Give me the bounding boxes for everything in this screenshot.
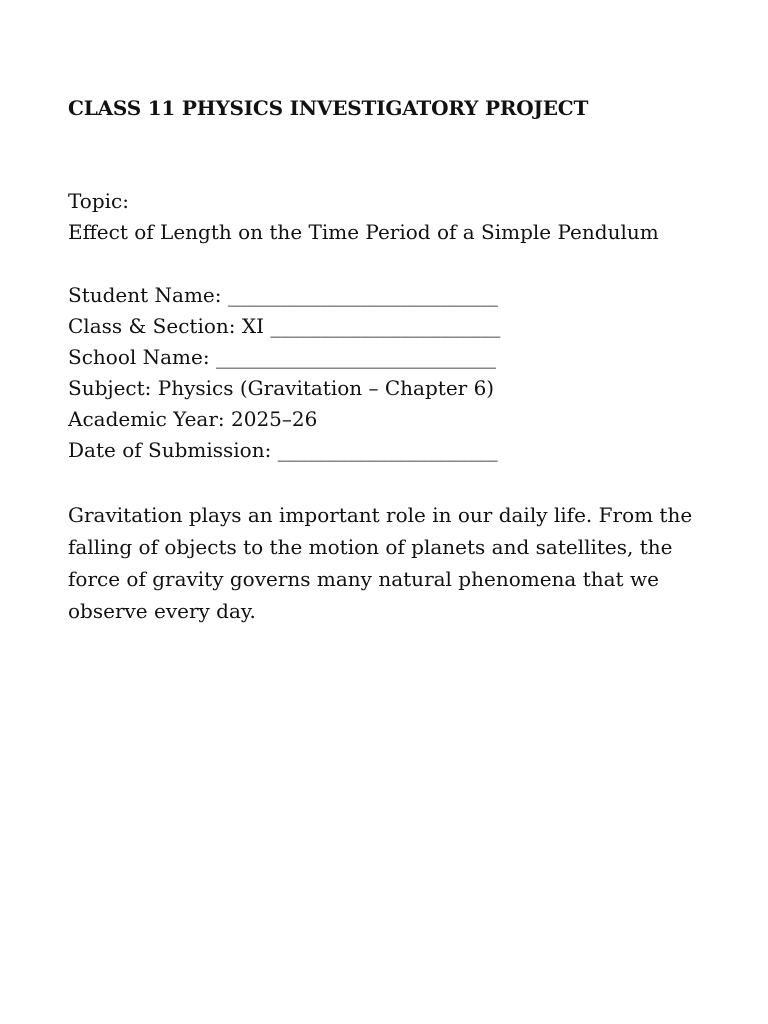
school-name-field: School Name: ____________________________	[68, 345, 496, 369]
academic-year-field: Academic Year: 2025–26	[68, 407, 318, 431]
subject-field: Subject: Physics (Gravitation – Chapter 6)	[68, 376, 495, 400]
submission-date-field: Date of Submission: ______________________	[68, 438, 498, 462]
topic-label: Topic:	[68, 189, 129, 213]
intro-paragraph: Gravitation plays an important role in our daily life. From the falling of objects to the motion of planets and satellites, the force of gravity governs many natural phenomena that we observe every day.	[68, 503, 693, 623]
project-details	[68, 280, 500, 466]
topic-text: Effect of Length on the Time Period of a Simple Pendulum	[68, 220, 659, 244]
document-title: CLASS 11 PHYSICS INVESTIGATORY PROJECT	[68, 96, 589, 120]
topic-section	[68, 186, 659, 248]
class-section-field: Class & Section: XI _______________________	[68, 314, 501, 338]
student-name-field: Student Name: ___________________________	[68, 283, 498, 307]
